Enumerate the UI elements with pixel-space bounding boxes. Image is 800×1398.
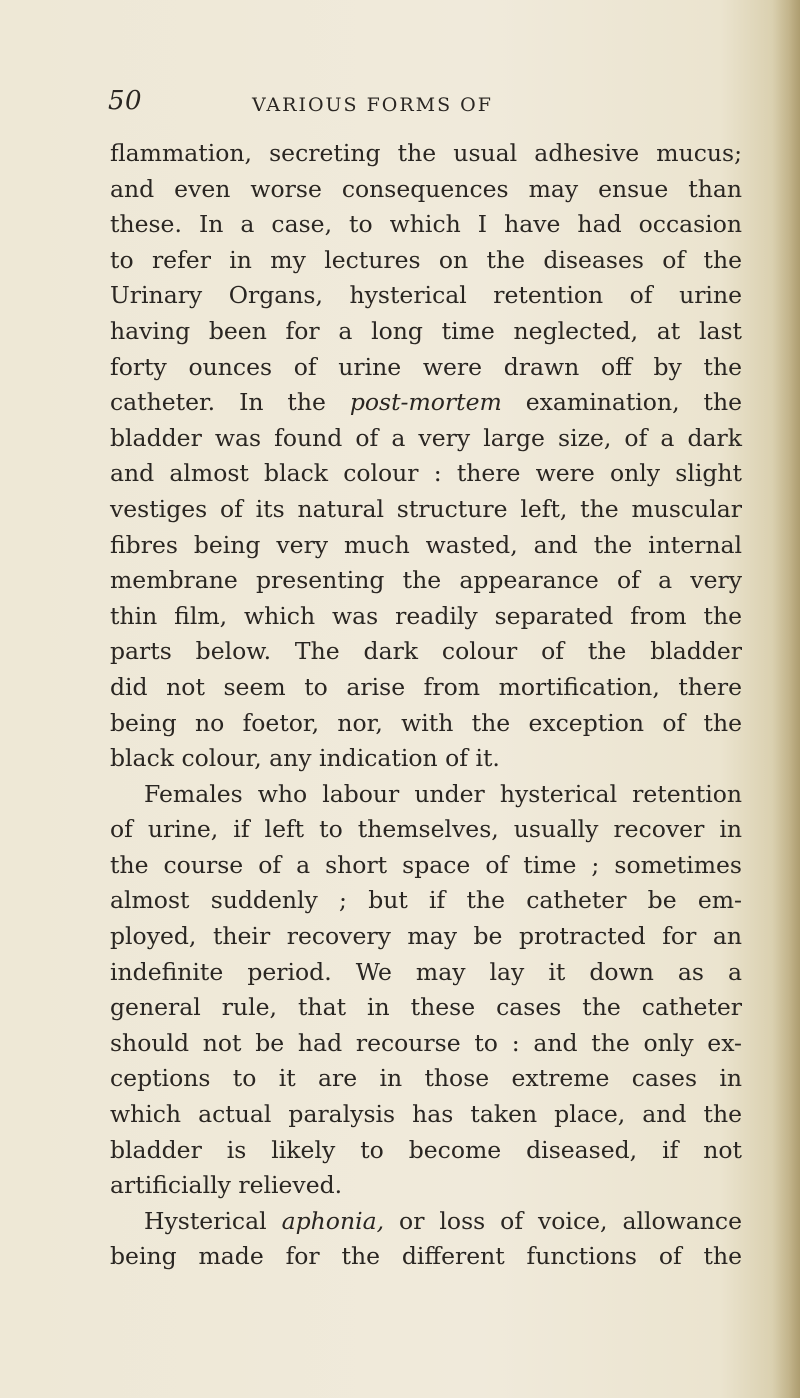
- text-line: Females who labour under hysterical retention: [144, 779, 742, 808]
- page-edge-shadow: [772, 0, 800, 1398]
- text-line: [110, 385, 742, 421]
- text-line: forty ounces of urine were drawn off by the: [110, 352, 742, 381]
- text-line: [110, 1204, 742, 1240]
- text-line: which actual paralysis has taken place, and the: [110, 1100, 742, 1129]
- text-line: and almost black colour : there were only slight: [110, 459, 742, 488]
- text-line: being no foetor, nor, with the exception of the: [110, 708, 742, 737]
- text-line: should not be had recourse to : and the only ex-: [110, 1028, 742, 1057]
- text-segment: examination, the: [501, 388, 742, 417]
- text-line: indefinite period. We may lay it down as a: [110, 957, 742, 986]
- text-line: of urine, if left to themselves, usually recover in: [110, 815, 742, 844]
- text-line: fibres being very much wasted, and the internal: [110, 530, 742, 559]
- text-segment: Hysterical: [144, 1206, 282, 1235]
- text-line: thin film, which was readily separated from the: [110, 601, 742, 630]
- text-line: to refer in my lectures on the diseases of the: [110, 245, 742, 274]
- text-segment: or loss of voice, allowance: [384, 1206, 742, 1235]
- page-header: [0, 86, 800, 116]
- text-line: almost suddenly ; but if the catheter be em-: [110, 886, 742, 915]
- text-line: these. In a case, to which I have had occasion: [110, 210, 742, 239]
- text-line: general rule, that in these cases the catheter: [110, 993, 742, 1022]
- text-line: ceptions to it are in those extreme cases in: [110, 1064, 742, 1093]
- text-line: having been for a long time neglected, at last: [110, 316, 742, 345]
- text-line: the course of a short space of time ; sometimes: [110, 850, 742, 879]
- body-text: [110, 136, 742, 1275]
- text-line: vestiges of its natural structure left, the muscular: [110, 494, 742, 523]
- text-line: bladder is likely to become diseased, if not: [110, 1135, 742, 1164]
- text-line: and even worse consequences may ensue than: [110, 174, 742, 203]
- running-head: VARIOUS FORMS OF: [252, 94, 493, 116]
- text-line: parts below. The dark colour of the bladder: [110, 637, 742, 666]
- text-line: flammation, secreting the usual adhesive mucus;: [110, 139, 742, 167]
- text-line: artificially relieved.: [110, 1171, 343, 1200]
- text-line: black colour, any indication of it.: [110, 744, 500, 773]
- text-line: Urinary Organs, hysterical retention of urine: [110, 281, 742, 310]
- text-line: bladder was found of a very large size, of a dark: [110, 423, 742, 452]
- page-number: 50: [108, 86, 143, 116]
- italic-term: aphonia,: [281, 1206, 385, 1235]
- text-line: ployed, their recovery may be protracted for an: [110, 922, 742, 951]
- text-segment: catheter. In the: [110, 388, 350, 417]
- italic-term: post-mortem: [349, 388, 502, 417]
- text-line: membrane presenting the appearance of a very: [110, 566, 742, 595]
- text-line: being made for the different functions of the: [110, 1242, 742, 1271]
- text-line: did not seem to arise from mortification, there: [110, 672, 742, 701]
